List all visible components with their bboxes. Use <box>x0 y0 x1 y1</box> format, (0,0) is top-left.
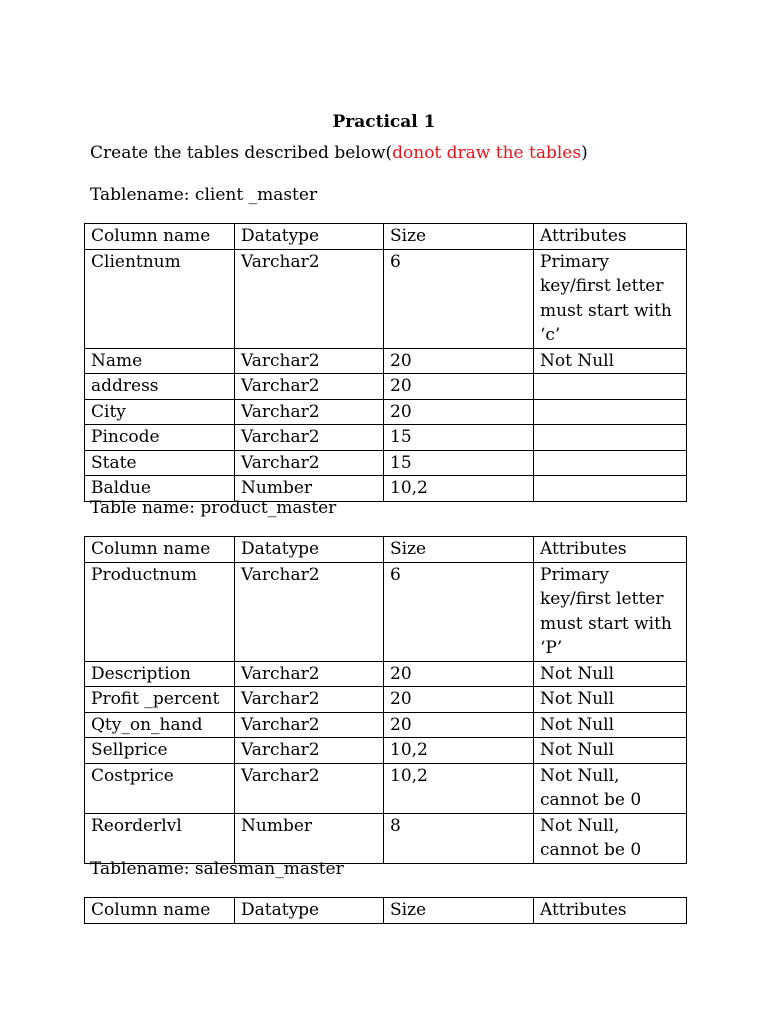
header-cell: Datatype <box>235 898 384 924</box>
table-row <box>85 661 687 687</box>
table-cell: 20 <box>384 348 534 374</box>
instruction-suffix: ) <box>581 143 588 163</box>
table-cell: City <box>85 399 235 425</box>
table-row <box>85 249 687 348</box>
table-cell: Varchar2 <box>235 661 384 687</box>
table-header-row <box>85 898 687 924</box>
header-cell: Column name <box>85 898 235 924</box>
table-cell: Not Null <box>534 661 687 687</box>
table-cell: Varchar2 <box>235 712 384 738</box>
table-row <box>85 348 687 374</box>
table-cell: Name <box>85 348 235 374</box>
table-cell: Varchar2 <box>235 562 384 661</box>
table-cell: 20 <box>384 399 534 425</box>
table-cell: Not Null, cannot be 0 <box>534 813 687 863</box>
table-cell: Varchar2 <box>235 687 384 713</box>
header-cell: Column name <box>85 537 235 563</box>
table-cell: Number <box>235 813 384 863</box>
table-cell: Varchar2 <box>235 249 384 348</box>
table-header-row <box>85 537 687 563</box>
table-cell: 6 <box>384 562 534 661</box>
table-cell: Costprice <box>85 763 235 813</box>
table-row <box>85 813 687 863</box>
table-cell <box>534 399 687 425</box>
table-cell: address <box>85 374 235 400</box>
header-cell: Column name <box>85 224 235 250</box>
table-cell: Varchar2 <box>235 738 384 764</box>
table-cell: 20 <box>384 374 534 400</box>
table-cell: Varchar2 <box>235 450 384 476</box>
table-cell: 10,2 <box>384 738 534 764</box>
table-cell: Varchar2 <box>235 348 384 374</box>
header-cell: Attributes <box>534 537 687 563</box>
table-caption-product-master: Table name: product_master <box>90 498 337 518</box>
table-cell: 15 <box>384 425 534 451</box>
table-cell <box>534 374 687 400</box>
header-cell: Size <box>384 224 534 250</box>
table-row <box>85 763 687 813</box>
table-cell <box>534 476 687 502</box>
table-caption-salesman-master: Tablename: salesman_master <box>90 859 344 879</box>
table-cell: State <box>85 450 235 476</box>
client-master-table <box>84 223 687 502</box>
table-cell: Number <box>235 476 384 502</box>
table-cell: Clientnum <box>85 249 235 348</box>
table-cell: Description <box>85 661 235 687</box>
table-cell: Varchar2 <box>235 763 384 813</box>
table-cell: Not Null <box>534 687 687 713</box>
header-cell: Datatype <box>235 224 384 250</box>
table-cell: Not Null, cannot be 0 <box>534 763 687 813</box>
product-master-table <box>84 536 687 864</box>
table-cell <box>534 425 687 451</box>
table-row <box>85 712 687 738</box>
table-cell: 6 <box>384 249 534 348</box>
instruction-prefix: Create the tables described below( <box>90 143 393 163</box>
table-cell: 15 <box>384 450 534 476</box>
table-cell: 10,2 <box>384 476 534 502</box>
table-row <box>85 562 687 661</box>
table-cell: Not Null <box>534 738 687 764</box>
table-cell: Pincode <box>85 425 235 451</box>
table-cell: Profit _percent <box>85 687 235 713</box>
table-row <box>85 738 687 764</box>
table-cell: Varchar2 <box>235 374 384 400</box>
instruction-line <box>90 141 588 165</box>
table-cell: 10,2 <box>384 763 534 813</box>
table-row <box>85 399 687 425</box>
header-cell: Size <box>384 537 534 563</box>
table-cell: 8 <box>384 813 534 863</box>
header-cell: Attributes <box>534 898 687 924</box>
table-cell <box>534 450 687 476</box>
table-row <box>85 425 687 451</box>
salesman-master-table <box>84 897 687 924</box>
table-cell: 20 <box>384 712 534 738</box>
table-cell: Reorderlvl <box>85 813 235 863</box>
page-title: Practical 1 <box>332 112 436 132</box>
table-cell: Productnum <box>85 562 235 661</box>
table-cell: Varchar2 <box>235 399 384 425</box>
table-cell: 20 <box>384 661 534 687</box>
table-row <box>85 374 687 400</box>
header-cell: Attributes <box>534 224 687 250</box>
table-cell: Sellprice <box>85 738 235 764</box>
table-caption-client-master: Tablename: client _master <box>90 185 318 205</box>
instruction-highlight: donot draw the tables <box>392 143 582 163</box>
table-cell: Not Null <box>534 712 687 738</box>
table-cell: Primary key/first letter must start with ‘c’ <box>534 249 687 348</box>
header-cell: Datatype <box>235 537 384 563</box>
table-cell: Not Null <box>534 348 687 374</box>
table-cell: Baldue <box>85 476 235 502</box>
table-cell: Primary key/first letter must start with ‘P’ <box>534 562 687 661</box>
table-cell: Qty_on_hand <box>85 712 235 738</box>
header-cell: Size <box>384 898 534 924</box>
table-cell: Varchar2 <box>235 425 384 451</box>
table-row <box>85 450 687 476</box>
table-row <box>85 687 687 713</box>
table-header-row <box>85 224 687 250</box>
table-cell: 20 <box>384 687 534 713</box>
